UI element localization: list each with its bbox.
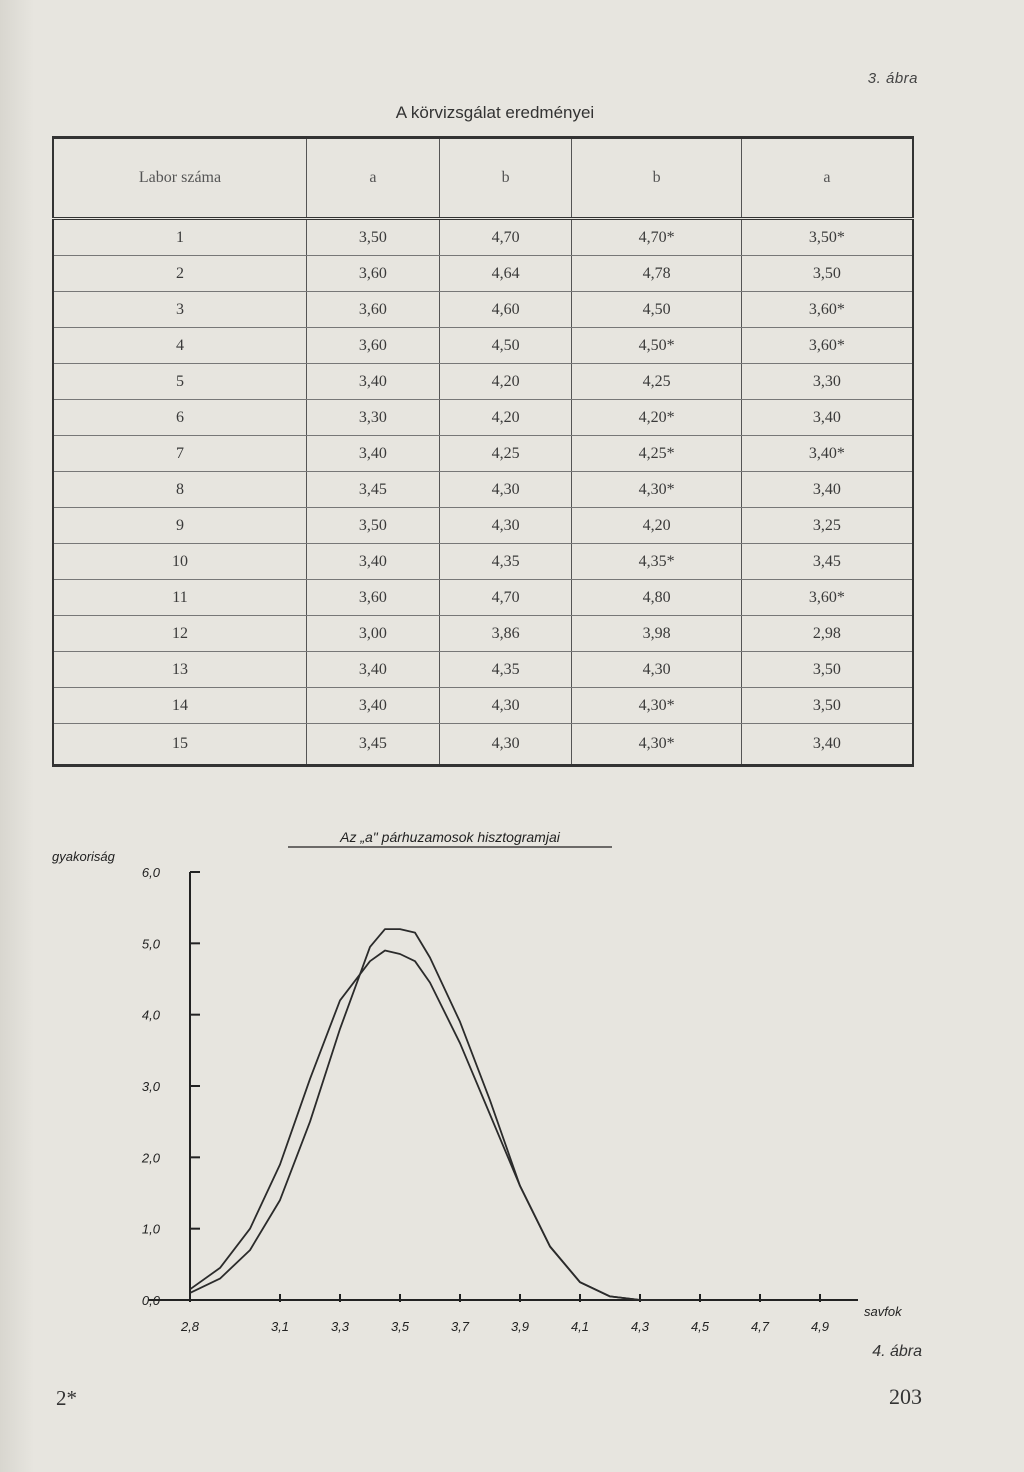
lab-number-cell: 4 — [53, 328, 307, 364]
lab-number-cell: 7 — [53, 436, 307, 472]
table-row — [53, 616, 913, 652]
table-row — [53, 328, 913, 364]
value-cell: 4,20* — [572, 400, 741, 436]
value-cell: 4,35* — [572, 544, 741, 580]
value-cell: 3,50 — [741, 652, 913, 688]
table-row — [53, 292, 913, 328]
table-row — [53, 219, 913, 256]
x-tick-label: 3,3 — [330, 1319, 350, 1334]
figure-label-4: 4. ábra — [872, 1343, 922, 1360]
histogram-series-line — [190, 951, 670, 1301]
value-cell: 4,80 — [572, 580, 741, 616]
lab-number-cell: 3 — [53, 292, 307, 328]
table-row — [53, 256, 913, 292]
value-cell: 4,60 — [439, 292, 572, 328]
col-header-lab: Labor száma — [53, 138, 307, 219]
value-cell: 3,98 — [572, 616, 741, 652]
lab-number-cell: 2 — [53, 256, 307, 292]
value-cell: 3,60* — [741, 292, 913, 328]
value-cell: 4,20 — [572, 508, 741, 544]
value-cell: 3,60* — [741, 328, 913, 364]
value-cell: 3,00 — [307, 616, 440, 652]
value-cell: 3,60* — [741, 580, 913, 616]
y-tick-label: 2,0 — [141, 1150, 160, 1166]
value-cell: 4,30* — [572, 472, 741, 508]
lab-number-cell: 14 — [53, 688, 307, 724]
value-cell: 3,40 — [307, 688, 440, 724]
table-row — [53, 508, 913, 544]
x-tick-label: 4,3 — [630, 1319, 650, 1334]
lab-number-cell: 12 — [53, 616, 307, 652]
results-table — [52, 136, 914, 767]
value-cell: 4,70 — [439, 580, 572, 616]
table-row — [53, 580, 913, 616]
value-cell: 3,60 — [307, 328, 440, 364]
table-row — [53, 652, 913, 688]
table-row — [53, 688, 913, 724]
y-tick-label: 6,0 — [141, 865, 160, 880]
y-tick-label: 3,0 — [141, 1079, 160, 1094]
value-cell: 3,40 — [307, 364, 440, 400]
lab-number-cell: 11 — [53, 580, 307, 616]
y-axis-label: gyakoriság — [52, 849, 115, 864]
value-cell: 2,98 — [741, 616, 913, 652]
value-cell: 3,40 — [307, 544, 440, 580]
table-body — [53, 219, 913, 766]
table-row — [53, 472, 913, 508]
value-cell: 3,50 — [741, 256, 913, 292]
lab-number-cell: 1 — [53, 219, 307, 256]
chart-title: Az „a" párhuzamosok hisztogramjai — [340, 829, 560, 845]
value-cell: 4,30* — [572, 724, 741, 766]
value-cell: 3,40 — [741, 400, 913, 436]
table-row — [53, 364, 913, 400]
x-tick-label: 4,7 — [750, 1319, 770, 1334]
table-row — [53, 400, 913, 436]
value-cell: 3,86 — [439, 616, 572, 652]
lab-number-cell: 6 — [53, 400, 307, 436]
x-tick-label: 4,5 — [690, 1319, 710, 1334]
value-cell: 3,60 — [307, 256, 440, 292]
lab-number-cell: 8 — [53, 472, 307, 508]
col-header-b2: b — [572, 138, 741, 219]
value-cell: 4,20 — [439, 364, 572, 400]
value-cell: 3,60 — [307, 580, 440, 616]
value-cell: 3,30 — [741, 364, 913, 400]
value-cell: 4,30 — [439, 508, 572, 544]
x-tick-label: 3,7 — [450, 1319, 470, 1334]
value-cell: 4,25 — [572, 364, 741, 400]
table-header-row — [53, 138, 913, 219]
value-cell: 3,60 — [307, 292, 440, 328]
value-cell: 3,50 — [307, 508, 440, 544]
value-cell: 4,50 — [572, 292, 741, 328]
y-tick-label: 0,0 — [141, 1293, 160, 1308]
table-row — [53, 436, 913, 472]
x-tick-label: 3,9 — [510, 1319, 530, 1334]
value-cell: 4,20 — [439, 400, 572, 436]
lab-number-cell: 13 — [53, 652, 307, 688]
y-tick-label: 1,0 — [141, 1221, 160, 1237]
value-cell: 3,45 — [307, 724, 440, 766]
value-cell: 4,30 — [439, 472, 572, 508]
lab-number-cell: 15 — [172, 735, 188, 752]
value-cell: 3,40* — [741, 436, 913, 472]
figure-label-3: 3. ábra — [867, 70, 918, 87]
histogram-svg — [0, 800, 1024, 1400]
value-cell: 3,25 — [741, 508, 913, 544]
value-cell: 4,25* — [572, 436, 741, 472]
col-header-b1: b — [439, 138, 572, 219]
value-cell: 4,30* — [572, 688, 741, 724]
value-cell: 3,40 — [741, 724, 913, 766]
value-cell: 4,35 — [439, 544, 572, 580]
value-cell: 3,30 — [307, 400, 440, 436]
page-number: 203 — [889, 1384, 922, 1409]
lab-number-cell: 10 — [53, 544, 307, 580]
value-cell: 3,40 — [741, 472, 913, 508]
lab-number-cell: 9 — [53, 508, 307, 544]
table-title: A körvizsgálat eredményei — [395, 103, 595, 122]
value-cell: 4,25 — [439, 436, 572, 472]
value-cell: 3,45 — [741, 544, 913, 580]
y-tick-label: 5,0 — [141, 936, 160, 952]
value-cell: 4,30 — [572, 652, 741, 688]
value-cell: 4,50 — [439, 328, 572, 364]
x-tick-label: 4,1 — [570, 1319, 590, 1334]
value-cell: 4,64 — [439, 256, 572, 292]
value-cell: 4,50* — [572, 328, 741, 364]
histogram-chart — [0, 800, 1024, 1400]
value-cell: 3,50* — [741, 219, 913, 256]
histogram-series-line — [190, 929, 670, 1300]
x-tick-label: 3,1 — [270, 1319, 290, 1334]
col-header-a2: a — [741, 138, 913, 219]
x-tick-label: 4,9 — [810, 1319, 830, 1334]
col-header-a1: a — [307, 138, 440, 219]
value-cell: 3,50 — [741, 688, 913, 724]
sheet-mark: 2* — [56, 1386, 77, 1410]
table-row — [53, 544, 913, 580]
value-cell: 4,70* — [572, 219, 741, 256]
value-cell: 4,30 — [439, 688, 572, 724]
value-cell: 4,35 — [439, 652, 572, 688]
value-cell: 4,70 — [439, 219, 572, 256]
lab-number-cell: 5 — [53, 364, 307, 400]
value-cell: 3,40 — [307, 652, 440, 688]
x-tick-label: 3,5 — [390, 1319, 410, 1334]
value-cell: 4,78 — [572, 256, 741, 292]
y-tick-label: 4,0 — [141, 1007, 160, 1023]
value-cell: 3,40 — [307, 436, 440, 472]
value-cell: 3,50 — [307, 219, 440, 256]
table-row — [53, 724, 913, 766]
x-axis-label: savfok — [864, 1304, 902, 1319]
value-cell: 3,45 — [307, 472, 440, 508]
value-cell: 4,30 — [439, 724, 572, 766]
x-tick-label: 2,8 — [180, 1319, 200, 1334]
